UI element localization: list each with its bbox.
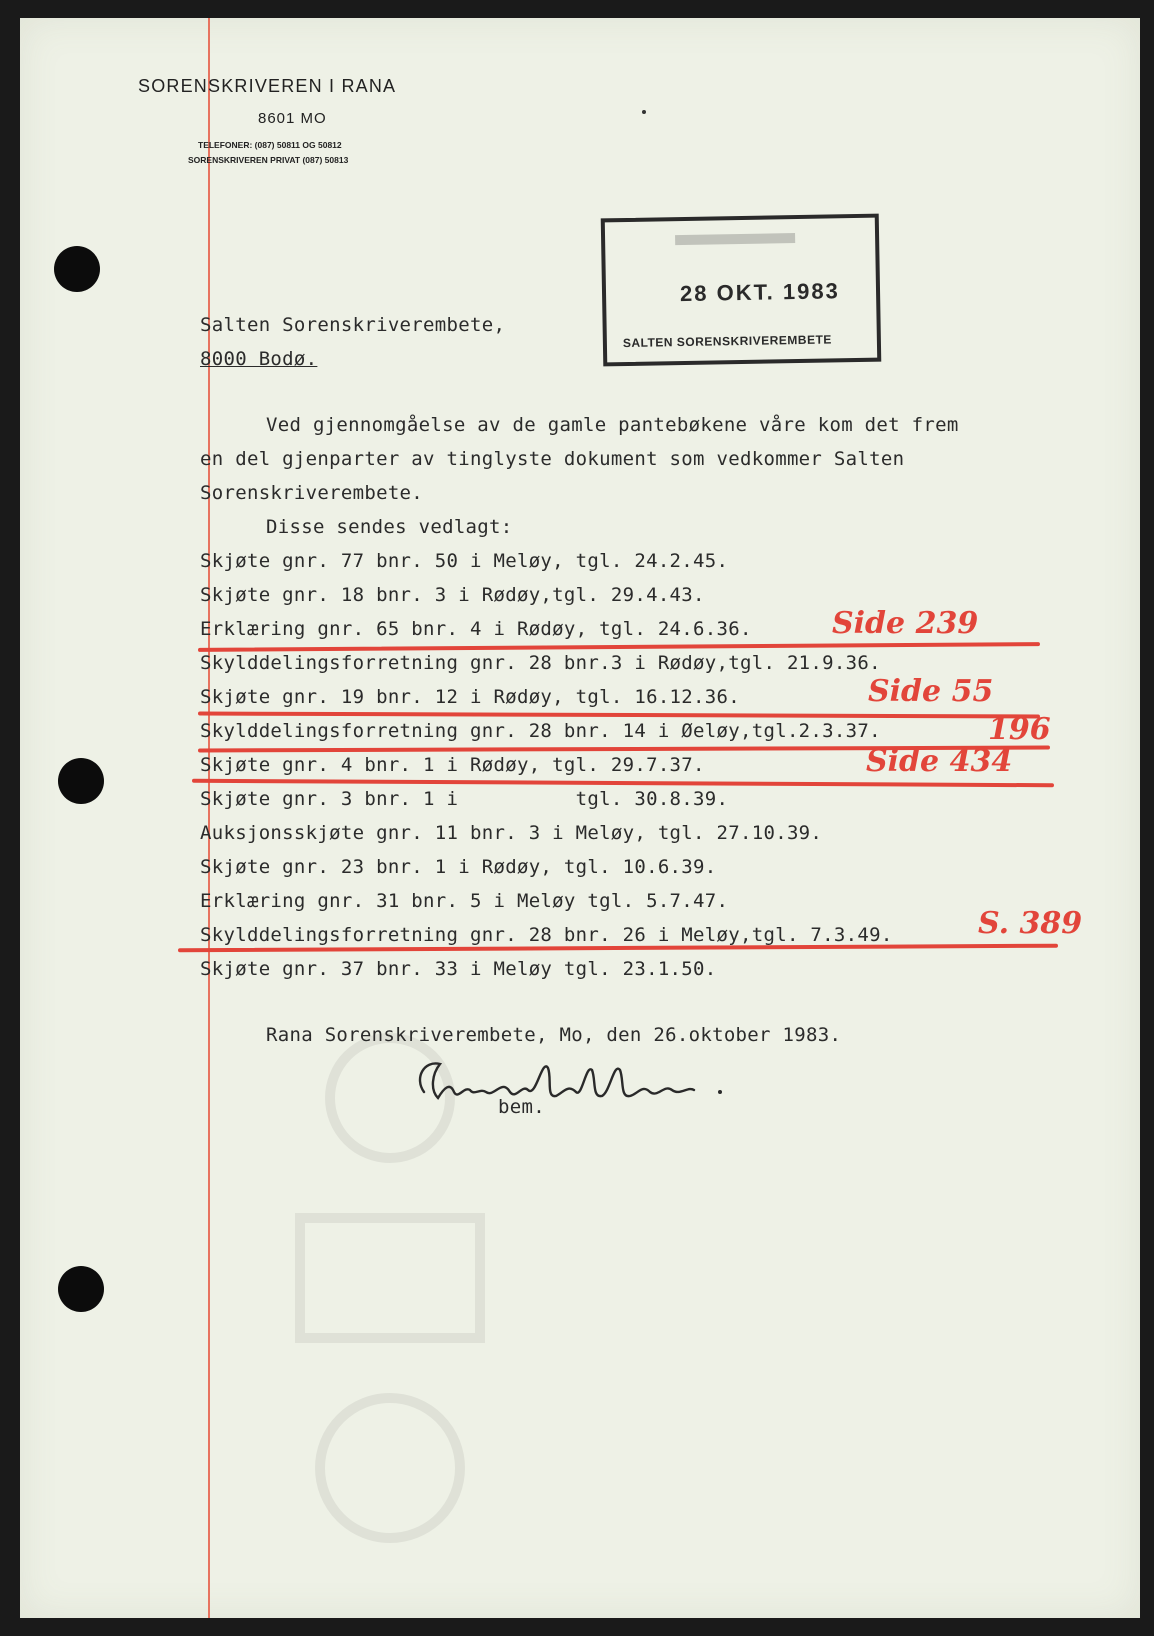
document-item: Erklæring gnr. 31 bnr. 5 i Meløy tgl. 5.7.47. <box>200 890 729 912</box>
document-item: Skylddelingsforretning gnr. 28 bnr.3 i Rødøy,tgl. 21.9.36. <box>200 652 881 674</box>
body-line-3: Sorenskriverembete. <box>200 482 424 504</box>
annotation-page-ref: Side 434 <box>866 744 1013 779</box>
document-item: Skjøte gnr. 18 bnr. 3 i Rødøy,tgl. 29.4.43. <box>200 584 705 606</box>
annotation-page-ref: 196 <box>988 712 1051 747</box>
body-line-1: Ved gjennomgåelse av de gamle pantebøkene våre kom det frem <box>266 414 959 436</box>
recipient-address: 8000 Bodø. <box>200 348 318 370</box>
red-underline <box>198 712 1040 719</box>
body-intro: Disse sendes vedlagt: <box>266 516 513 538</box>
stamp-office: SALTEN SORENSKRIVEREMBETE <box>622 332 832 351</box>
document-item: Auksjonsskjøte gnr. 11 bnr. 3 i Meløy, tgl. 27.10.39. <box>200 822 823 844</box>
handwritten-signature <box>410 1048 740 1118</box>
document-item: Skjøte gnr. 3 bnr. 1 i tgl. 30.8.39. <box>200 788 729 810</box>
letterhead-private-phone: SORENSKRIVEREN PRIVAT (087) 50813 <box>188 155 349 165</box>
document-item: Erklæring gnr. 65 bnr. 4 i Rødøy, tgl. 24.6.36. <box>200 618 752 640</box>
document-item: Skylddelingsforretning gnr. 28 bnr. 14 i Øeløy,tgl.2.3.37. <box>200 720 881 742</box>
document-item: Skjøte gnr. 19 bnr. 12 i Rødøy, tgl. 16.12.36. <box>200 686 740 708</box>
recipient-name: Salten Sorenskriverembete, <box>200 314 506 336</box>
document-item: Skylddelingsforretning gnr. 28 bnr. 26 i Meløy,tgl. 7.3.49. <box>200 924 893 946</box>
body-line-2: en del gjenparter av tinglyste dokument som vedkommer Salten <box>200 448 905 470</box>
ink-dot <box>642 110 646 114</box>
document-item: Skjøte gnr. 23 bnr. 1 i Rødøy, tgl. 10.6.39. <box>200 856 717 878</box>
red-underline <box>198 642 1040 652</box>
red-underline <box>192 779 1054 788</box>
punch-hole-middle <box>58 758 104 804</box>
stamp-top-smudge <box>675 233 795 245</box>
document-item: Skjøte gnr. 77 bnr. 50 i Meløy, tgl. 24.2.45. <box>200 550 729 572</box>
margin-line <box>208 18 210 1618</box>
document-item: Skjøte gnr. 37 bnr. 33 i Meløy tgl. 23.1.50. <box>200 958 717 980</box>
letterhead-office: SORENSKRIVEREN I RANA <box>138 76 397 96</box>
annotation-page-ref: Side 239 <box>832 606 979 641</box>
received-stamp <box>601 214 882 367</box>
document-item: Skjøte gnr. 4 bnr. 1 i Rødøy, tgl. 29.7.37. <box>200 754 705 776</box>
punch-hole-top <box>54 246 100 292</box>
closing-initials: bem. <box>498 1096 545 1118</box>
letterhead-city: 8601 MO <box>258 110 327 127</box>
annotation-page-ref: Side 55 <box>868 674 994 709</box>
annotation-page-ref: S. 389 <box>978 906 1083 941</box>
document-page <box>20 18 1140 1618</box>
punch-hole-bottom <box>58 1266 104 1312</box>
stamp-date: 28 OKT. 1983 <box>679 278 840 307</box>
letterhead-phones: TELEFONER: (087) 50811 OG 50812 <box>198 140 342 150</box>
closing-place-date: Rana Sorenskriverembete, Mo, den 26.oktober 1983. <box>266 1024 842 1046</box>
